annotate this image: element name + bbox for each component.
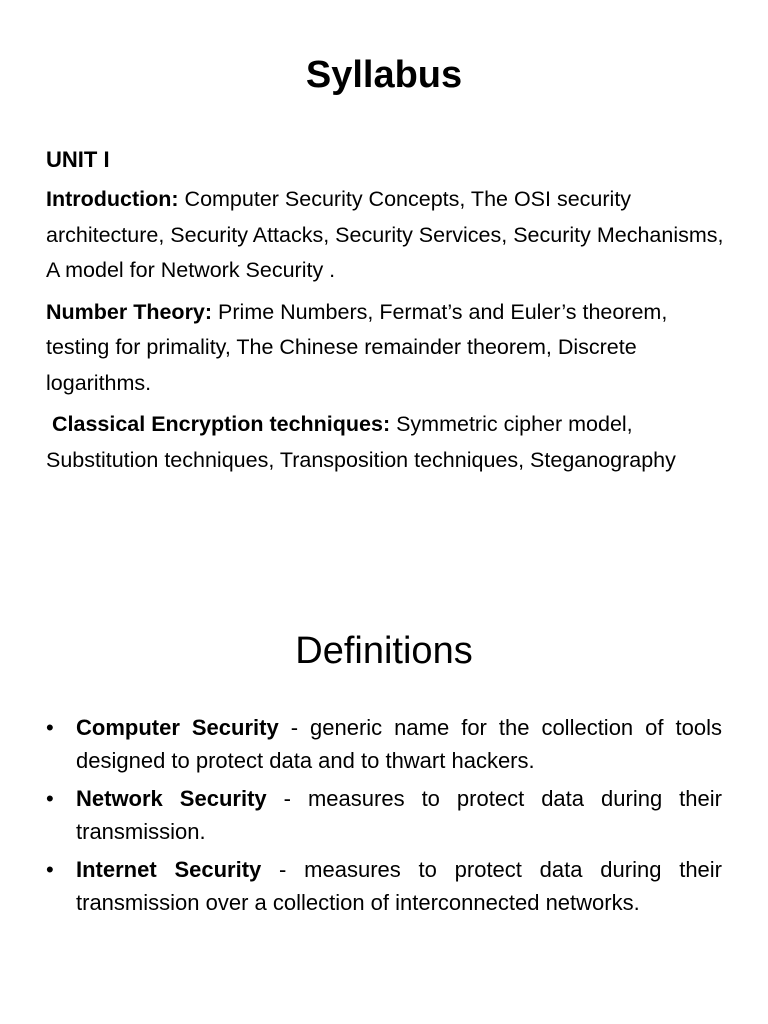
definition-network-security xyxy=(46,783,722,848)
definition-text: - measures to protect data during their transmission. xyxy=(76,786,722,844)
definitions-title: Definitions xyxy=(295,630,473,672)
topic-number-theory xyxy=(46,295,736,402)
topic-classical-encryption xyxy=(46,407,736,478)
syllabus-topics xyxy=(46,182,736,484)
topic-text: Prime Numbers, Fermat’s and Euler’s theorem, testing for primality, The Chinese remainder theorem, Discrete logarithms. xyxy=(46,299,668,395)
definitions-list xyxy=(46,712,722,925)
topic-text: Symmetric cipher model, Substitution techniques, Transposition techniques, Steganography xyxy=(46,412,676,472)
topic-text: Computer Security Concepts, The OSI security architecture, Security Attacks, Security Services, Security Mechanisms, A model for Network Security . xyxy=(46,187,724,282)
topic-introduction xyxy=(46,182,736,289)
bullet-icon: • xyxy=(46,715,54,740)
definition-computer-security xyxy=(46,712,722,777)
definitions-slide xyxy=(0,600,768,1024)
definition-text: - generic name for the collection of tools designed to protect data and to thwart hackers. xyxy=(76,715,722,773)
definition-term: Network Security xyxy=(76,786,267,811)
definition-term: Computer Security xyxy=(76,715,279,740)
topic-label: Number Theory: xyxy=(46,299,213,324)
definition-internet-security xyxy=(46,854,722,919)
bullet-icon: • xyxy=(46,786,54,811)
definition-term: Internet Security xyxy=(76,857,262,882)
topic-label: Classical Encryption techniques: xyxy=(51,412,391,436)
syllabus-title: Syllabus xyxy=(305,54,463,96)
definition-text: - measures to protect data during their transmission over a collection of interconnected networks. xyxy=(76,857,722,915)
unit-heading: UNIT I xyxy=(46,147,110,172)
bullet-icon: • xyxy=(46,857,54,882)
topic-label: Introduction: xyxy=(46,187,179,211)
